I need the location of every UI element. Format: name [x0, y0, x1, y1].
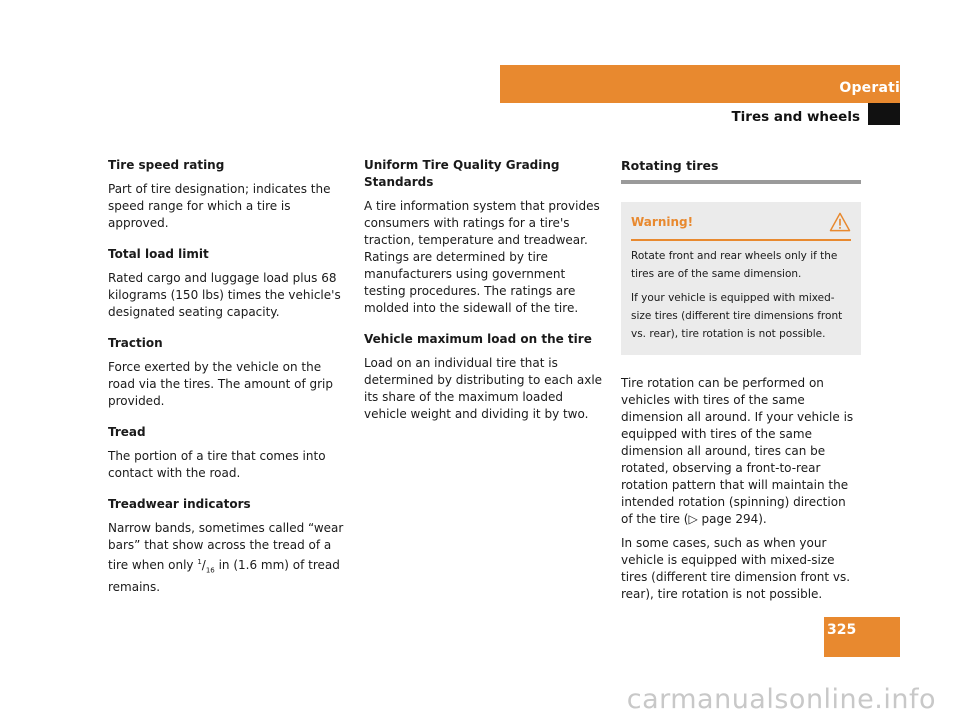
- column-3: [621, 157, 861, 603]
- glossary-definition: The portion of a tire that comes into contact with the road.: [108, 449, 326, 480]
- heading-rule: [621, 180, 861, 184]
- page-reference-link[interactable]: page 294).: [697, 512, 767, 526]
- warning-title: Warning!: [631, 214, 694, 229]
- glossary-term: Traction: [108, 336, 163, 350]
- warning-box: [621, 202, 861, 355]
- paragraph-text: Tire rotation can be performed on vehicles with tires of the same dimension all around. If your vehicle is equipped with tires of the same dimension all around, tires can be rotated, observing a front-to-rear rotation pattern that will maintain the intended rotation (spinning) direction of the tire (: [621, 376, 854, 526]
- glossary-term: Tread: [108, 425, 146, 439]
- chapter-title: Operation: [839, 80, 920, 96]
- glossary-definition: [108, 520, 348, 596]
- glossary-entry: [364, 157, 608, 317]
- definition-text: Narrow bands, sometimes called “wear bars” that show across the tread of a tire when only: [108, 521, 344, 572]
- warning-body: [631, 247, 851, 343]
- mixed-size-paragraph: In some cases, such as when your vehicle is equipped with mixed-size tires (different tire dimension front vs. rear), tire rotation is not possible.: [621, 536, 851, 601]
- glossary-definition: Load on an individual tire that is determined by distributing to each axle its share of the maximum loaded vehicle weight and dividing it by two.: [364, 356, 603, 421]
- warning-line: If your vehicle is equipped with mixed-size tires (different tire dimensions front vs. rear), tire rotation is not possible.: [631, 292, 843, 340]
- glossary-definition: Rated cargo and luggage load plus 68 kilograms (150 lbs) times the vehicle's designated seating capacity.: [108, 271, 341, 319]
- header-marker: [868, 103, 900, 125]
- glossary-definition: Force exerted by the vehicle on the road via the tires. The amount of grip provided.: [108, 360, 334, 408]
- column-2: [364, 157, 608, 437]
- rotating-tires-heading: Rotating tires: [621, 158, 719, 173]
- warning-header: [631, 212, 851, 241]
- page-number: 325: [827, 622, 857, 638]
- page-reference-arrow-icon: ▷: [688, 512, 698, 526]
- glossary-term: Vehicle maximum load on the tire: [364, 332, 592, 346]
- column-1: [108, 157, 348, 610]
- glossary-term: Treadwear indicators: [108, 497, 251, 511]
- rotation-paragraph: [621, 375, 861, 528]
- glossary-definition: Part of tire designation; indicates the speed range for which a tire is approved.: [108, 182, 331, 230]
- glossary-entry: [108, 157, 348, 232]
- fraction-denominator: 16: [205, 566, 215, 575]
- glossary-entry: [108, 335, 348, 410]
- glossary-definition: A tire information system that provides consumers with ratings for a tire's traction, temperature and treadwear. Ratings are determined by tire manufacturers using government testing procedures. The ratings are molded into the sidewall of the tire.: [364, 199, 600, 315]
- glossary-entry: [108, 424, 348, 482]
- watermark: carmanualsonline.info: [626, 684, 936, 715]
- glossary-term: Uniform Tire Quality Grading Standards: [364, 158, 560, 189]
- fraction-numerator: 1: [197, 558, 202, 566]
- definition-text: in (1.6 mm) of tread remains.: [108, 558, 340, 595]
- glossary-entry: [108, 496, 348, 596]
- warning-line: Rotate front and rear wheels only if the tires are of the same dimension.: [631, 250, 838, 280]
- section-title: Tires and wheels: [731, 109, 860, 125]
- warning-triangle-icon: [829, 212, 851, 232]
- glossary-term: Total load limit: [108, 247, 209, 261]
- glossary-entry: [108, 246, 348, 321]
- glossary-entry: [364, 331, 608, 423]
- glossary-term: Tire speed rating: [108, 158, 225, 172]
- fraction-slash: /: [201, 558, 206, 572]
